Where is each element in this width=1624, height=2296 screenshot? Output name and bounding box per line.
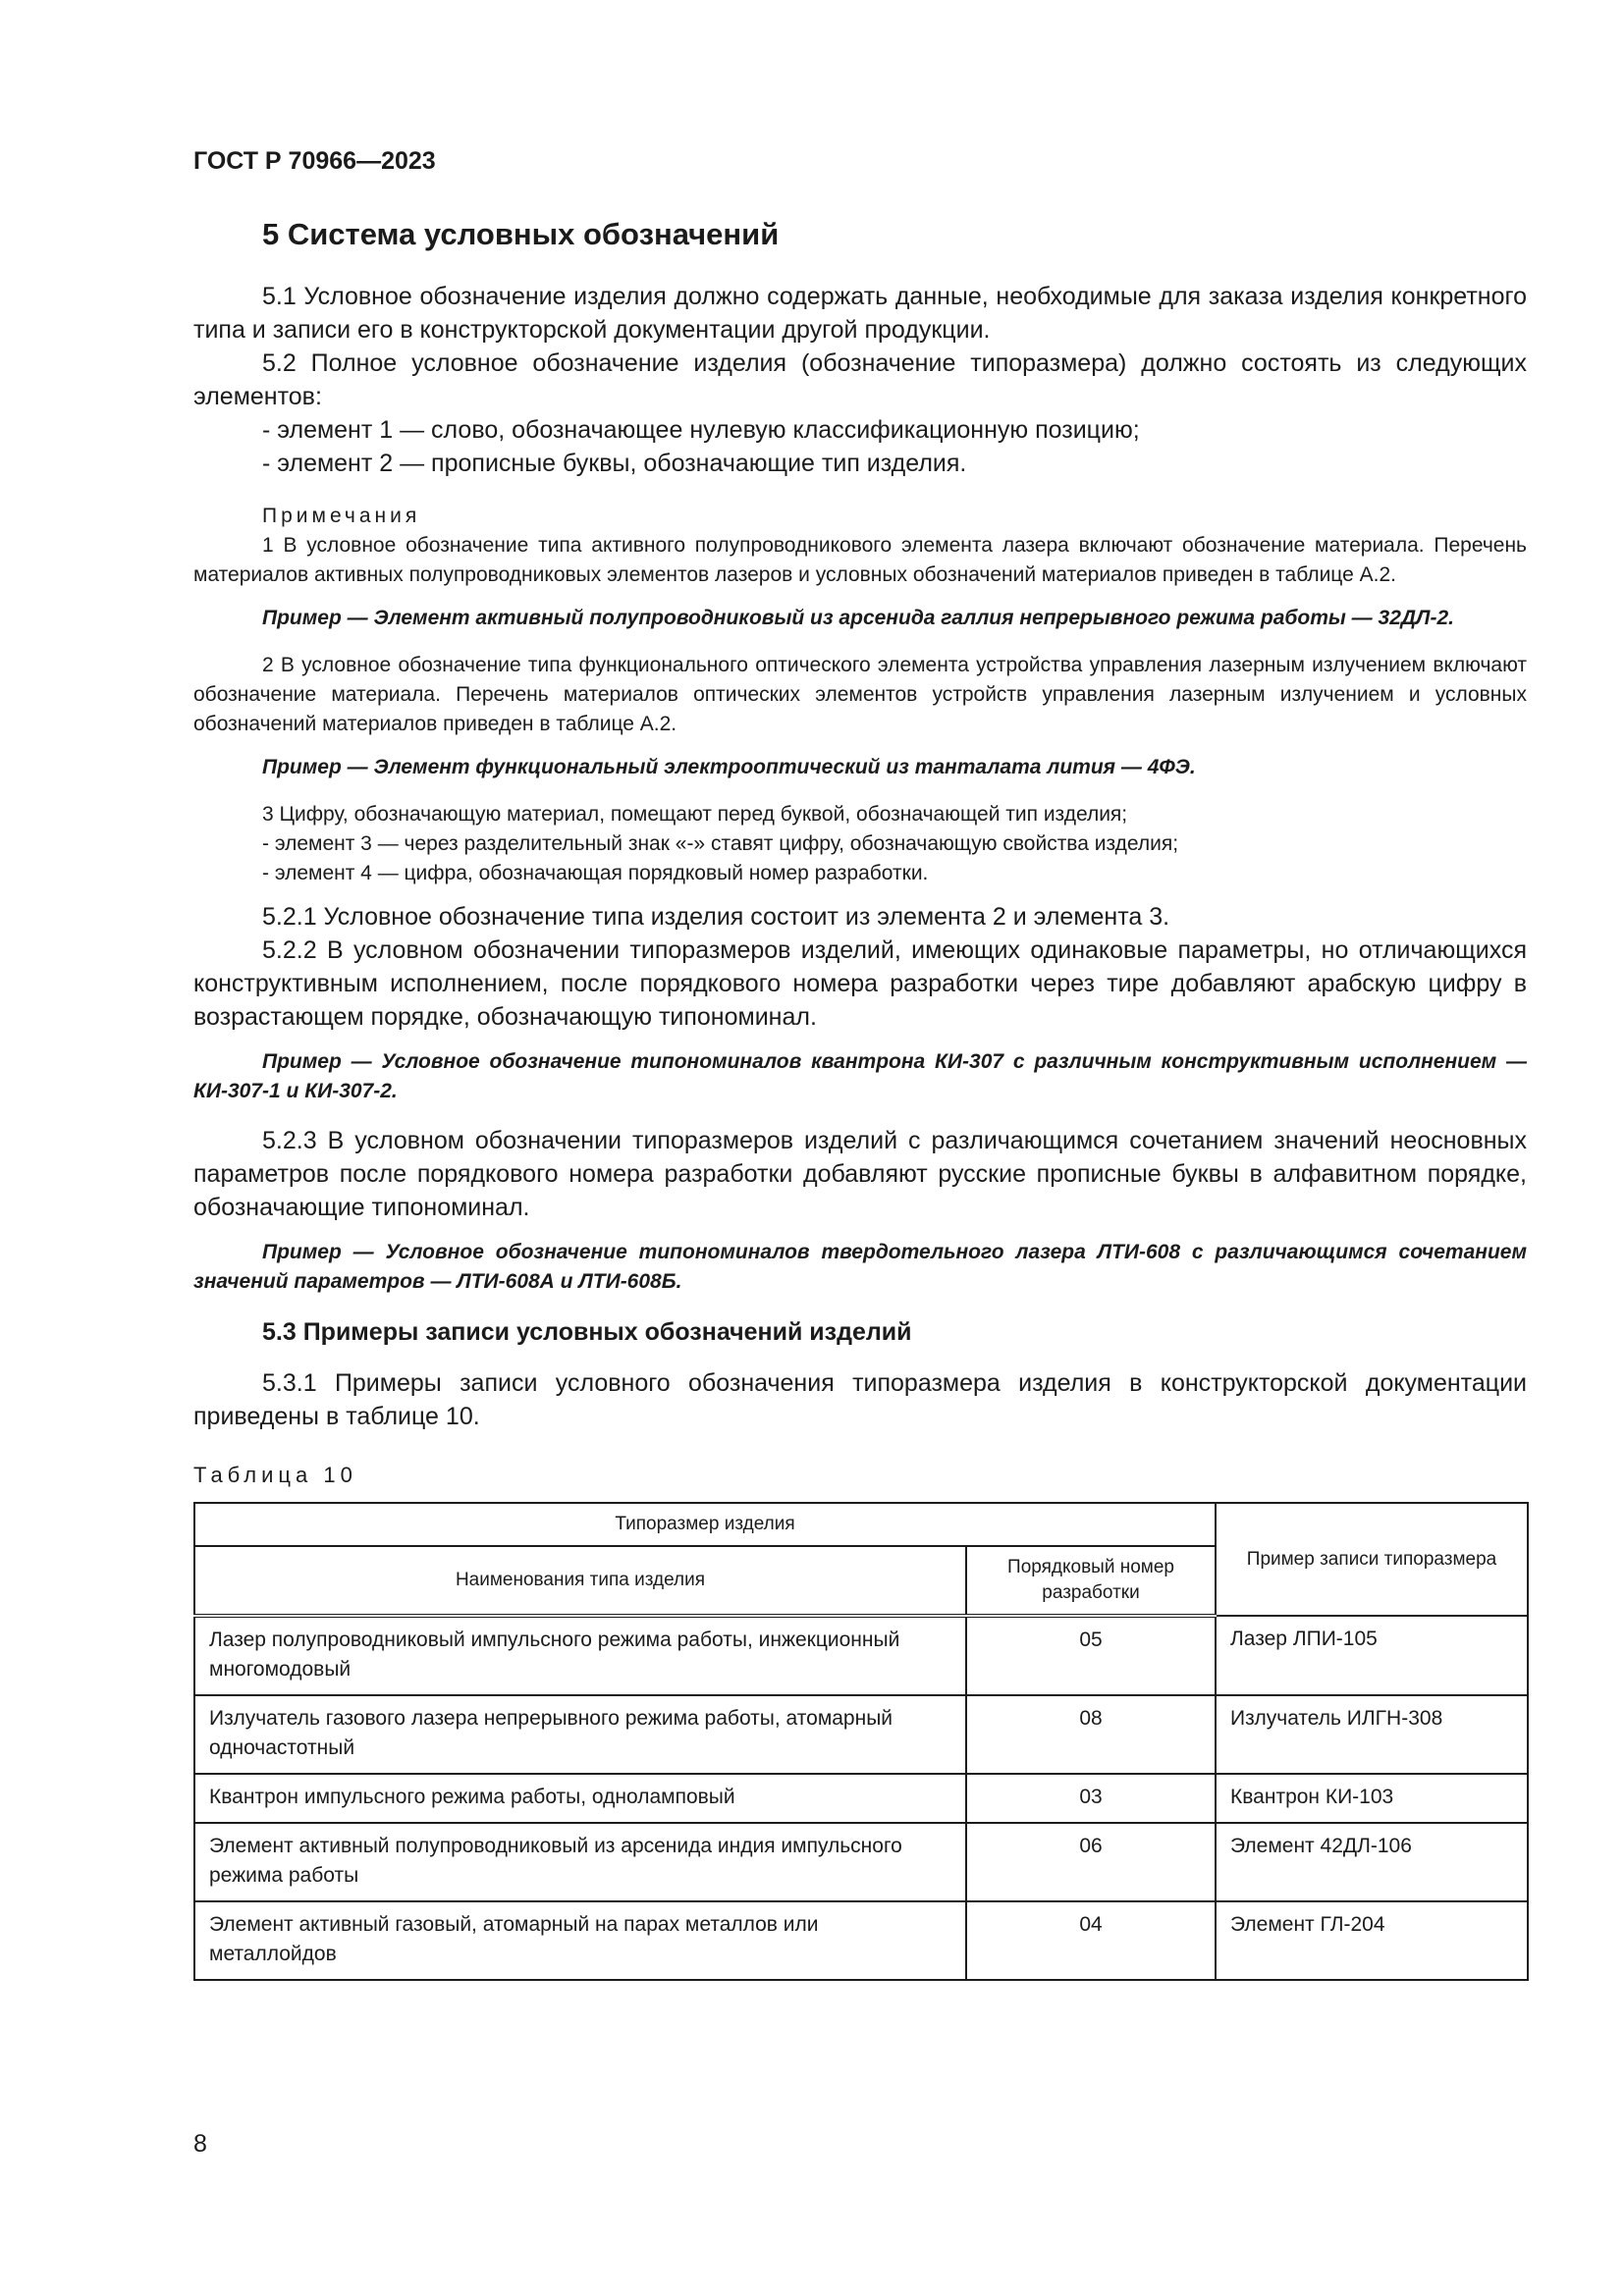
table-row — [194, 1695, 1528, 1774]
notes-heading: Примечания — [262, 505, 421, 527]
note-3: 3 Цифру, обозначающую материал, помещают перед буквой, обозначающей тип изделия; — [262, 803, 1128, 826]
table-row — [194, 1774, 1528, 1823]
cell-type-name: Элемент активный полупроводниковый из арсенида индия импульсного режима работы — [194, 1823, 966, 1901]
section-title: 5 Система условных обозначений — [262, 217, 780, 251]
document-page — [193, 147, 1527, 1981]
cell-example: Элемент 42ДЛ-106 — [1216, 1823, 1528, 1901]
table-row — [194, 1616, 1528, 1695]
cell-type-name: Лазер полупроводниковый импульсного режима работы, инжекционный многомодовый — [194, 1616, 966, 1695]
table-row — [194, 1901, 1528, 1980]
cell-serial-number: 04 — [966, 1901, 1216, 1980]
cell-serial-number: 08 — [966, 1695, 1216, 1774]
paragraph-5-2-2: 5.2.2 В условном обозначении типоразмеров изделий, имеющих одинаковые параметры, но отличающихся конструктивным исполнением, после порядкового номера разработки через тире добавляют арабскую цифру в возрастающем порядке, обозначающую типономинал. — [193, 936, 1527, 1031]
note-1: 1 В условное обозначение типа активного полупроводникового элемента лазера включают обозначение материала. Перечень материалов активных полупроводниковых элементов лазеров и условных обозначений материалов приведен в таблице А.2. — [193, 534, 1527, 586]
note-3-element-3: - элемент 3 — через разделительный знак «-» ставят цифру, обозначающую свойства изделия; — [262, 832, 1179, 855]
paragraph-5-2-1: 5.2.1 Условное обозначение типа изделия состоит из элемента 2 и элемента 3. — [262, 903, 1170, 931]
paragraph-5-3-1: 5.3.1 Примеры записи условного обозначения типоразмера изделия в конструкторской документации приведены в таблице 10. — [193, 1369, 1527, 1430]
paragraph-5-2: 5.2 Полное условное обозначение изделия (обозначение типоразмера) должно состоять из следующих элементов: — [193, 349, 1527, 410]
cell-example: Элемент ГЛ-204 — [1216, 1901, 1528, 1980]
table-caption: Таблица 10 — [193, 1463, 357, 1487]
header-serial-number: Порядковый номер разработки — [966, 1546, 1216, 1616]
note-3-element-4: - элемент 4 — цифра, обозначающая порядковый номер разработки. — [262, 862, 929, 884]
example-4: Пример — Условное обозначение типономиналов твердотельного лазера ЛТИ-608 с различающимся сочетанием значений параметров — ЛТИ-608А и ЛТИ-608Б. — [193, 1241, 1527, 1293]
cell-serial-number: 06 — [966, 1823, 1216, 1901]
cell-example: Квантрон КИ-103 — [1216, 1774, 1528, 1823]
paragraph-5-1: 5.1 Условное обозначение изделия должно содержать данные, необходимые для заказа изделия конкретного типа и записи его в конструкторской документации другой продукции. — [193, 283, 1527, 344]
example-3: Пример — Условное обозначение типономиналов квантрона КИ-307 с различным конструктивным исполнением — КИ-307-1 и КИ-307-2. — [193, 1050, 1527, 1102]
note-2: 2 В условное обозначение типа функционального оптического элемента устройства управления лазерным излучением включают обозначение материала. Перечень материалов оптических элементов устройств управления лазерным излучением и условных обозначений материалов приведен в таблице А.2. — [193, 654, 1527, 735]
cell-example: Излучатель ИЛГН-308 — [1216, 1695, 1528, 1774]
cell-serial-number: 05 — [966, 1616, 1216, 1695]
page-number: 8 — [193, 2130, 207, 2158]
table-row — [194, 1823, 1528, 1901]
document-code: ГОСТ Р 70966—2023 — [193, 147, 436, 175]
header-example: Пример записи типоразмера — [1216, 1503, 1528, 1616]
list-item-element-1: - элемент 1 — слово, обозначающее нулевую классификационную позицию; — [262, 416, 1140, 444]
example-2: Пример — Элемент функциональный электрооптический из танталата лития — 4ФЭ. — [262, 756, 1196, 778]
table-10 — [193, 1502, 1529, 1981]
cell-type-name: Излучатель газового лазера непрерывного режима работы, атомарный одночастотный — [194, 1695, 966, 1774]
cell-type-name: Квантрон импульсного режима работы, одноламповый — [194, 1774, 966, 1823]
example-1: Пример — Элемент активный полупроводниковый из арсенида галлия непрерывного режима работы — 32ДЛ-2. — [262, 607, 1454, 629]
cell-type-name: Элемент активный газовый, атомарный на парах металлов или металлойдов — [194, 1901, 966, 1980]
subsection-title-5-3: 5.3 Примеры записи условных обозначений изделий — [262, 1318, 912, 1346]
cell-serial-number: 03 — [966, 1774, 1216, 1823]
list-item-element-2: - элемент 2 — прописные буквы, обозначающие тип изделия. — [262, 450, 967, 477]
header-type-name: Наименования типа изделия — [194, 1546, 966, 1616]
cell-example: Лазер ЛПИ-105 — [1216, 1616, 1528, 1695]
header-group-size: Типоразмер изделия — [194, 1503, 1216, 1546]
paragraph-5-2-3: 5.2.3 В условном обозначении типоразмеров изделий с различающимся сочетанием значений неосновных параметров после порядкового номера разработки добавляют русские прописные буквы в алфавитном порядке, обозначающие типономинал. — [193, 1127, 1527, 1221]
